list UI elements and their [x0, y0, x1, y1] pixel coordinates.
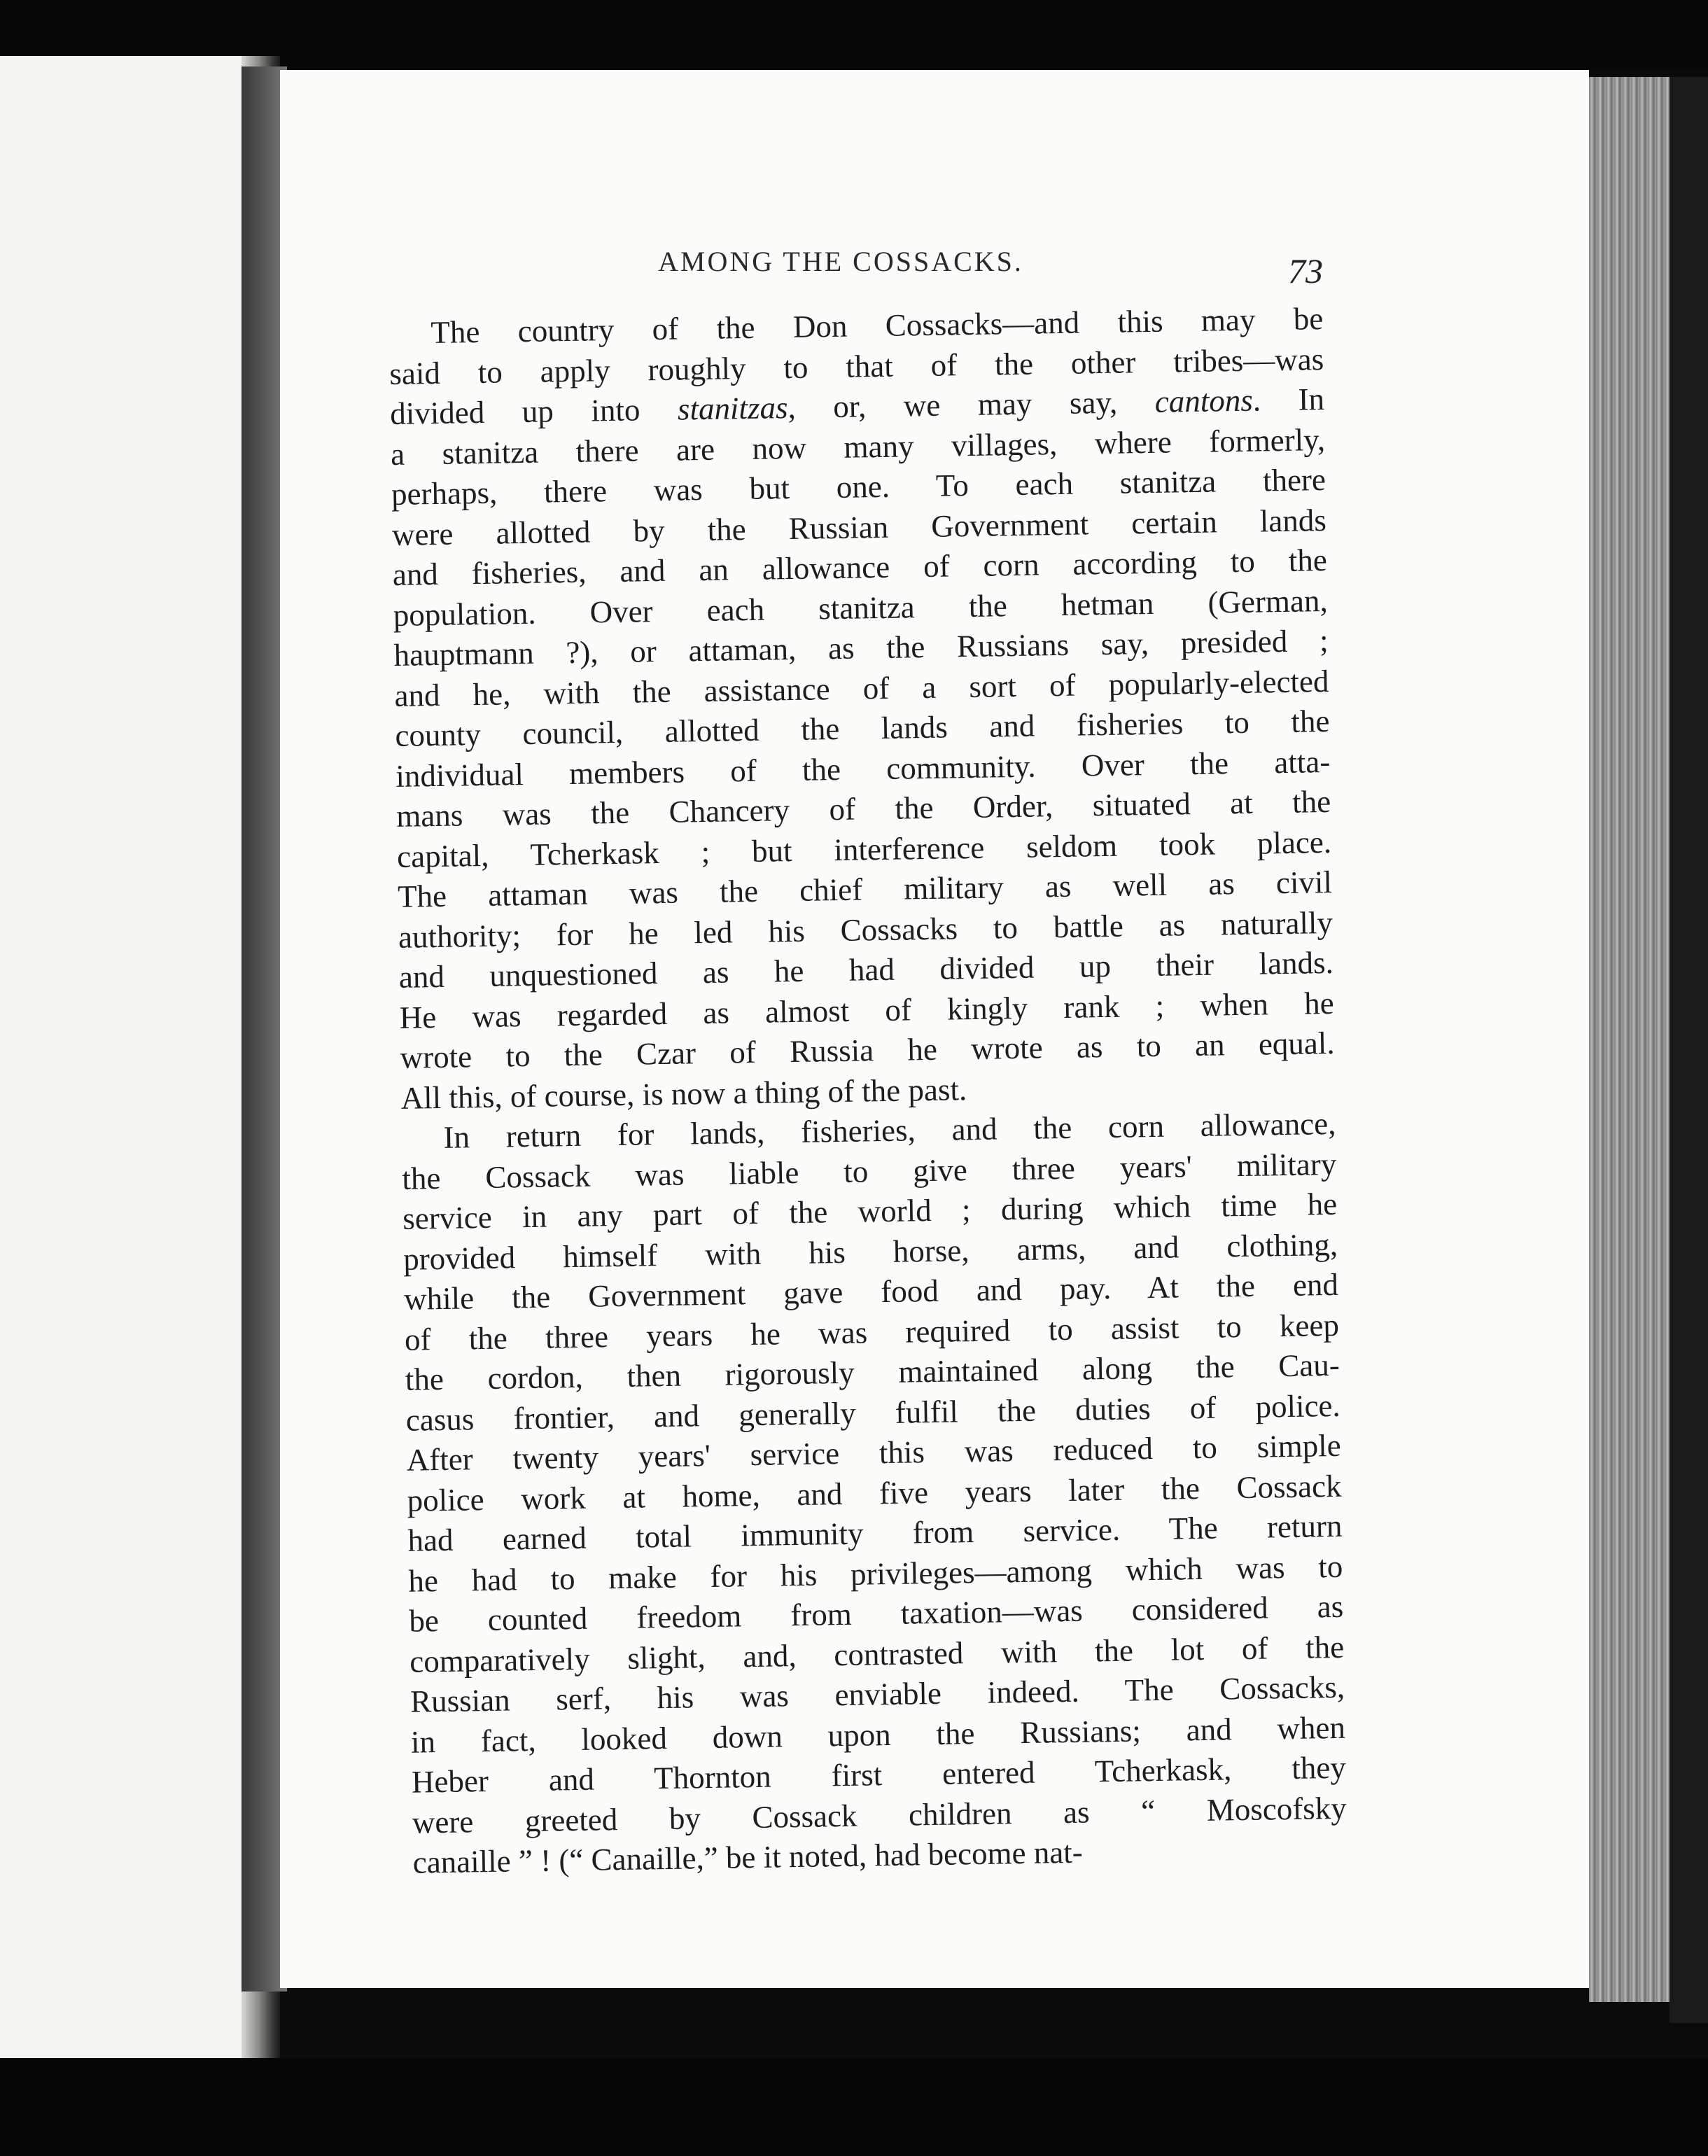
text-line: were allotted by the Russian Government certain lands	[391, 502, 1327, 552]
text-line: divided up into stanitzas, or, we may say, cantons. In	[389, 382, 1325, 431]
text-line: were greeted by Cossack children as “ Moscofsky	[412, 1790, 1348, 1840]
text-line: All this, of course, is now a thing of the past.	[400, 1071, 967, 1116]
text-line: individual members of the community. Over the atta-	[395, 743, 1331, 794]
text-line: and fisheries, and an allowance of corn according to the	[392, 542, 1328, 592]
text-line: The attaman was the chief military as well as civil	[397, 864, 1333, 914]
text-line: wrote to the Czar of Russia he wrote as to an equal.	[400, 1025, 1335, 1075]
text-line: canaille ” ! (“ Canaille,” be it noted, had become nat-	[412, 1834, 1084, 1880]
text-line: service in any part of the world ; during which time he	[402, 1186, 1338, 1236]
text-line: the cordon, then rigorously maintained along the Cau-	[405, 1347, 1340, 1397]
text-line: Heber and Thornton first entered Tcherkask, they	[411, 1749, 1347, 1800]
text-line: and unquestioned as he had divided up their lands.	[398, 944, 1334, 995]
running-head: AMONG THE COSSACKS.	[658, 246, 1023, 277]
text-line: He was regarded as almost of kingly rank ; when he	[399, 985, 1335, 1035]
scan-bottom-border	[0, 2058, 1708, 2156]
text-line: be counted freedom from taxation—was considered as	[408, 1588, 1344, 1639]
text-line: of the three years he was required to assist to keep	[404, 1307, 1340, 1357]
text-line: police work at home, and five years later the Cossack	[407, 1468, 1342, 1518]
text-line: and he, with the assistance of a sort of popularly-elected	[394, 663, 1329, 713]
page-edges	[1589, 77, 1670, 2002]
body-text	[388, 299, 1348, 1883]
page-number: 73	[1288, 251, 1323, 290]
text-line: county council, allotted the lands and fisheries to the	[395, 703, 1330, 753]
text-line: mans was the Chancery of the Order, situated at the	[396, 783, 1331, 834]
text-line: After twenty years' service this was reduced to simple	[406, 1427, 1341, 1478]
text-line: said to apply roughly to that of the other tribes—was	[388, 341, 1324, 391]
text-line: had earned total immunity from service. The return	[407, 1508, 1343, 1558]
text-line: while the Government gave food and pay. At the end	[403, 1266, 1339, 1317]
text-line: provided himself with his horse, arms, and clothing,	[402, 1226, 1338, 1277]
text-line: capital, Tcherkask ; but interference seldom took place.	[396, 824, 1332, 874]
scan-right-border	[1670, 77, 1708, 2023]
text-line: he had to make for his privileges—among which was to	[408, 1548, 1343, 1599]
text-line: In return for lands, fisheries, and the corn allowance,	[443, 1105, 1336, 1155]
text-line: authority; for he led his Cossacks to battle as naturally	[398, 904, 1334, 955]
text-line: in fact, looked down upon the Russians; and when	[410, 1709, 1346, 1760]
text-line: population. Over each stanitza the hetman (German,	[393, 582, 1328, 633]
text-line: hauptmann ?), or attaman, as the Russians say, presided ;	[393, 622, 1329, 673]
text-line: casus frontier, and generally fulfil the duties of police.	[405, 1387, 1341, 1438]
text-line: perhaps, there was but one. To each stanitza there	[391, 462, 1326, 512]
previous-page	[0, 56, 259, 2058]
text-line: The country of the Don Cossacks—and this may be	[430, 301, 1324, 351]
text-line: the Cossack was liable to give three years' military	[402, 1146, 1337, 1196]
text-line: a stanitza there are now many villages, where formerly,	[390, 421, 1326, 472]
text-line: comparatively slight, and, contrasted with the lot of the	[409, 1629, 1345, 1679]
text-line: Russian serf, his was enviable indeed. The Cossacks,	[410, 1669, 1345, 1719]
